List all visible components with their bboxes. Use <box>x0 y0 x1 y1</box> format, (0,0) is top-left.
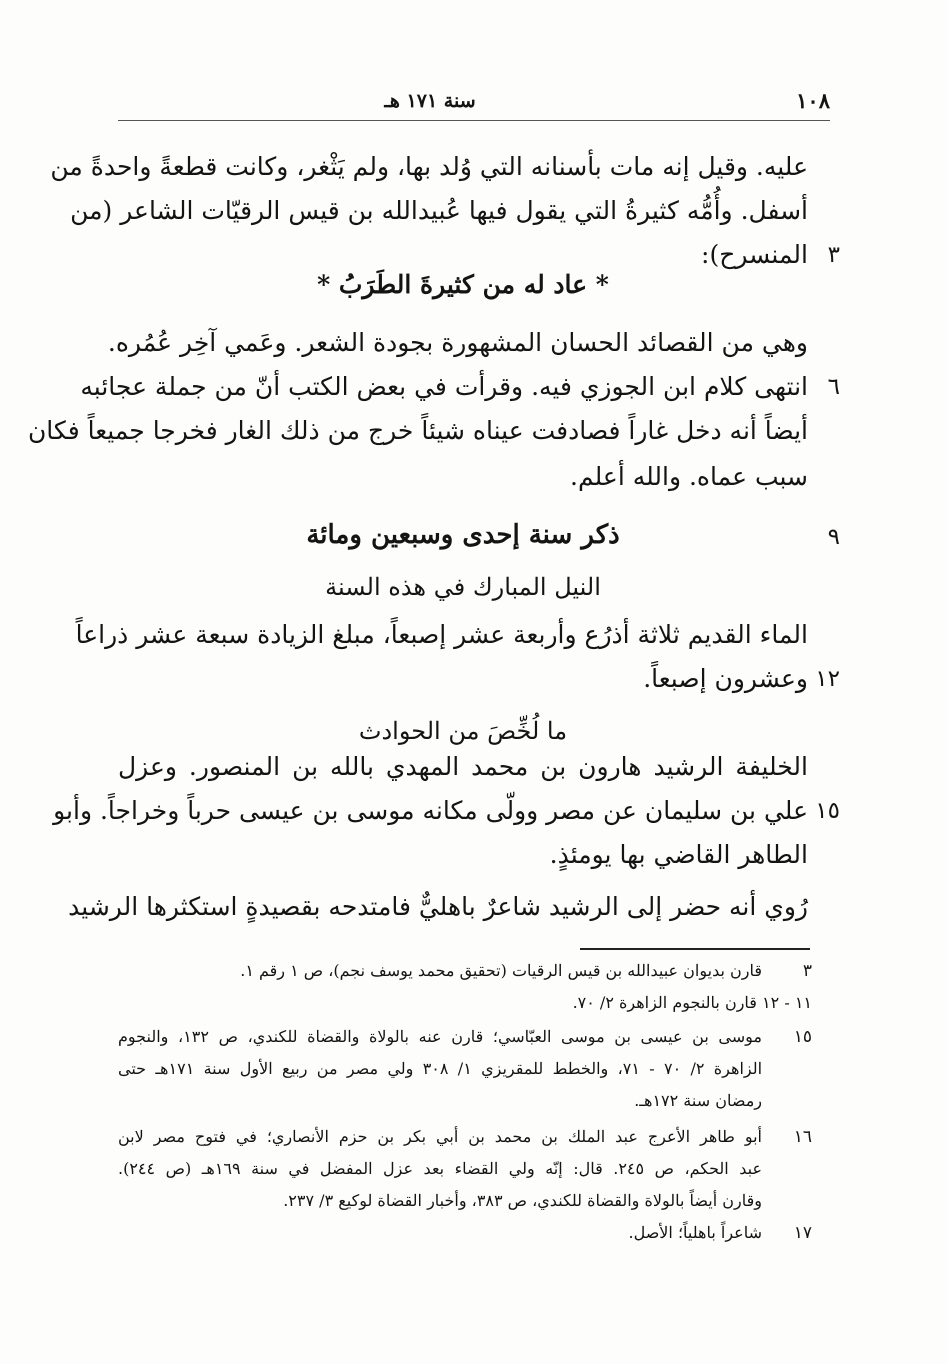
footnote-number: ١٧ <box>793 1223 812 1243</box>
footnote-line: أبو طاهر الأعرج عبد الملك بن محمد بن أبي بكر بن حزم الأنصاري؛ في فتوح مصر لابن <box>118 1127 762 1146</box>
line-number: ١٢ <box>815 666 840 692</box>
line-number: ٣ <box>827 242 840 268</box>
line-number: ١٥ <box>815 798 840 824</box>
body-line: انتهى كلام ابن الجوزي فيه. وقرأت في بعض الكتب أنّ من جملة عجائبه <box>80 372 808 401</box>
subheading-events: ما لُخِّصَ من الحوادث <box>358 717 568 745</box>
subheading-nile: النيل المبارك في هذه السنة <box>325 573 601 601</box>
footnote-line: عبد الحكم، ص ٢٤٥. قال: إنّه ولي القضاء بعد عزل المفضل في سنة ١٦٩هـ (ص ٢٤٤). <box>118 1159 763 1178</box>
footnote-number: ١٦ <box>793 1127 812 1147</box>
line-number: ٦ <box>827 374 840 400</box>
section-heading: ذكر سنة إحدى وسبعين ومائة <box>306 520 620 550</box>
body-line: سبب عماه. والله أعلم. <box>570 462 808 491</box>
footnote-rule <box>580 948 810 950</box>
page-number: ١٠٨ <box>796 88 830 113</box>
body-line: أيضاً أنه دخل غاراً فصادفت عيناه شيئاً خرج من ذلك الغار فخرجا جميعاً فكان <box>27 416 808 445</box>
body-line: رُوي أنه حضر إلى الرشيد شاعرٌ باهليٌّ فامتدحه بقصيدةٍ استكثرها الرشيد <box>68 892 808 921</box>
footnote-line: ١١ - ١٢ قارن بالنجوم الزاهرة ٢/ ٧٠. <box>572 993 812 1012</box>
footnote-line: وقارن أيضاً بالولاة والقضاة للكندي، ص ٣٨٣، وأخبار القضاة لوكيع ٣/ ٢٣٧. <box>283 1191 762 1210</box>
verse-line: * عاد له من كثيرةَ الطَرَبُ * <box>317 270 609 299</box>
footnote-number: ٣ <box>802 961 812 981</box>
footnote-line: قارن بديوان عبيدالله بن قيس الرقيات (تحقيق محمد يوسف نجم)، ص ١ رقم ١. <box>240 961 762 980</box>
body-line: وهي من القصائد الحسان المشهورة بجودة الشعر. وعَمي آخِر عُمُره. <box>107 328 808 357</box>
footnote-line: الزاهرة ٢/ ٧٠ - ٧١، والخطط للمقريزي ١/ ٣٠٨ ولي مصر من ربيع الأول سنة ١٧١هـ حتى <box>118 1059 763 1078</box>
footnote-line: شاعراً باهلياً؛ الأصل. <box>628 1223 762 1242</box>
body-line: علي بن سليمان عن مصر وولّى مكانه موسى بن عيسى حرباً وخراجاً. وأبو <box>53 796 808 825</box>
body-line: وعشرون إصبعاً. <box>643 664 808 693</box>
header-rule <box>118 120 830 121</box>
running-title: سنة ١٧١ هـ <box>384 90 476 112</box>
body-line: أسفل. وأُمُّه كثيرةُ التي يقول فيها عُبيدالله بن قيس الرقيّات الشاعر (من <box>70 196 808 225</box>
body-line: عليه. وقيل إنه مات بأسنانه التي وُلد بها، ولم يَثْغر، وكانت قطعةً واحدةً من <box>50 152 808 181</box>
line-number: ٩ <box>827 524 840 550</box>
footnote-line: موسى بن عيسى بن موسى العبّاسي؛ قارن عنه بالولاة والقضاة للكندي، ص ١٣٢، والنجوم <box>118 1027 762 1046</box>
body-line: المنسرح): <box>701 240 808 269</box>
body-line: الخليفة الرشيد هارون بن محمد المهدي بالله بن المنصور. وعزل <box>118 752 808 781</box>
body-line: الماء القديم ثلاثة أذرُع وأربعة عشر إصبعاً، مبلغ الزيادة سبعة عشر ذراعاً <box>75 620 808 649</box>
body-line: الطاهر القاضي بها يومئذٍ. <box>549 840 808 869</box>
footnote-line: رمضان سنة ١٧٢هـ. <box>634 1091 762 1110</box>
footnote-number: ١٥ <box>793 1027 812 1047</box>
